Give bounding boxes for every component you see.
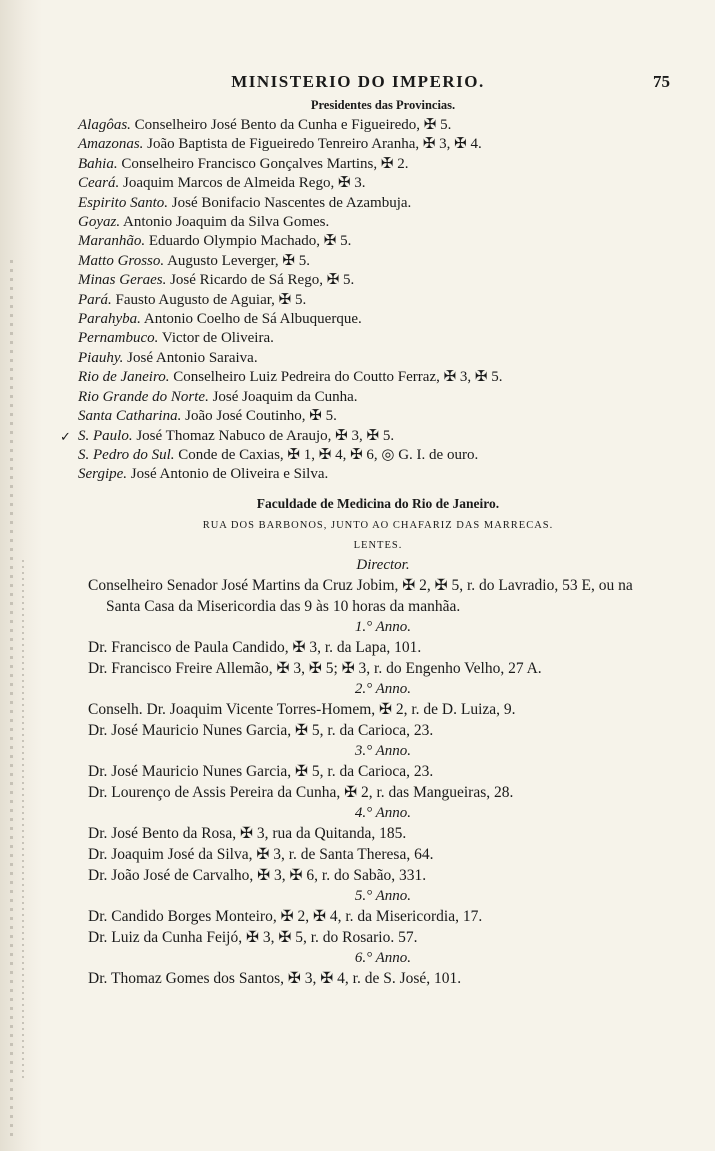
president-name: José Ricardo de Sá Rego, ✠ 5. bbox=[170, 272, 355, 289]
province-name: Minas Geraes. bbox=[78, 272, 167, 289]
president-entry bbox=[78, 194, 658, 213]
province-name: S. Paulo. bbox=[78, 427, 133, 444]
province-name: Amazonas. bbox=[78, 136, 144, 153]
page-number: 75 bbox=[653, 72, 670, 91]
professor-entry: Dr. Thomaz Gomes dos Santos, ✠ 3, ✠ 4, r. de S. José, 101. bbox=[88, 969, 462, 987]
president-entry bbox=[78, 407, 658, 426]
professor-entry: Dr. Joaquim José da Silva, ✠ 3, r. de Santa Theresa, 64. bbox=[88, 845, 434, 863]
presidents-list bbox=[60, 116, 658, 485]
province-name: Bahia. bbox=[78, 155, 118, 172]
province-name: Maranhão. bbox=[78, 233, 146, 250]
province-name: Espirito Santo. bbox=[78, 194, 169, 211]
president-entry bbox=[78, 310, 658, 329]
professor-entry: Dr. Francisco Freire Allemão, ✠ 3, ✠ 5; ✠ 3, r. do Engenho Velho, 27 A. bbox=[88, 659, 542, 677]
professor-entry: Dr. Luiz da Cunha Feijó, ✠ 3, ✠ 5, r. do Rosario. 57. bbox=[88, 928, 418, 946]
faculty-years bbox=[78, 617, 658, 989]
faculty-title: Faculdade de Medicina do Rio de Janeiro. bbox=[256, 495, 500, 511]
margin-mark: ✓ bbox=[60, 428, 71, 444]
province-name: Matto Grosso. bbox=[78, 252, 165, 269]
page-gutter bbox=[0, 0, 42, 1151]
president-entry bbox=[78, 291, 658, 310]
province-name: Piauhy. bbox=[78, 349, 124, 366]
president-entry bbox=[78, 388, 658, 407]
faculty-address: RUA DOS BARBONOS, JUNTO AO CHAFARIZ DAS MARRECAS. bbox=[202, 519, 554, 531]
president-entry bbox=[78, 465, 658, 484]
year-heading: 3.° Anno. bbox=[354, 742, 412, 759]
president-name: Victor de Oliveira. bbox=[161, 330, 274, 347]
province-name: Sergipe. bbox=[78, 466, 128, 483]
president-name: Antonio Coelho de Sá Albuquerque. bbox=[143, 311, 362, 328]
president-entry bbox=[78, 155, 658, 174]
director-heading: Director. bbox=[356, 556, 410, 573]
president-entry bbox=[78, 213, 658, 232]
professor-entry: Dr. José Mauricio Nunes Garcia, ✠ 5, r. da Carioca, 23. bbox=[88, 721, 434, 739]
province-name: Alagôas. bbox=[78, 117, 131, 133]
professor-entry: Dr. João José de Carvalho, ✠ 3, ✠ 6, r. do Sabão, 331. bbox=[88, 866, 427, 884]
president-name: José Bonifacio Nascentes de Azambuja. bbox=[171, 194, 412, 211]
president-name: Eduardo Olympio Machado, ✠ 5. bbox=[148, 233, 352, 250]
professor-entry: Dr. Candido Borges Monteiro, ✠ 2, ✠ 4, r. da Misericordia, 17. bbox=[88, 907, 483, 925]
president-entry bbox=[78, 116, 658, 135]
province-name: Goyaz. bbox=[78, 214, 121, 231]
year-heading: 4.° Anno. bbox=[354, 804, 412, 821]
president-name: João José Coutinho, ✠ 5. bbox=[185, 408, 337, 425]
president-entry bbox=[78, 446, 658, 465]
president-name: José Antonio Saraiva. bbox=[127, 349, 258, 366]
president-entry bbox=[78, 271, 658, 290]
president-entry bbox=[78, 232, 658, 251]
lentes-heading: LENTES. bbox=[353, 539, 403, 551]
president-name: Conselheiro Luiz Pedreira do Coutto Ferraz, ✠ 3, ✠ 5. bbox=[173, 369, 503, 386]
president-entry bbox=[60, 427, 658, 446]
president-name: José Antonio de Oliveira e Silva. bbox=[130, 466, 329, 483]
year-heading: 6.° Anno. bbox=[354, 949, 412, 966]
page-content bbox=[60, 72, 670, 989]
province-name: Ceará. bbox=[78, 175, 120, 192]
president-entry bbox=[78, 135, 658, 154]
presidents-section-title: Presidentes das Provincias. bbox=[310, 98, 456, 112]
professor-entry: Dr. Lourenço de Assis Pereira da Cunha, ✠ 2, r. das Mangueiras, 28. bbox=[88, 783, 514, 801]
province-name: Pernambuco. bbox=[78, 330, 159, 347]
president-entry bbox=[78, 368, 658, 387]
president-name: Conselheiro José Bento da Cunha e Figueiredo, ✠ 5. bbox=[134, 117, 452, 133]
president-name: José Thomaz Nabuco de Araujo, ✠ 3, ✠ 5. bbox=[136, 427, 395, 444]
president-entry bbox=[78, 349, 658, 368]
president-name: João Baptista de Figueiredo Tenreiro Aranha, ✠ 3, ✠ 4. bbox=[147, 136, 482, 153]
professor-entry: Dr. José Bento da Rosa, ✠ 3, rua da Quitanda, 185. bbox=[88, 824, 407, 842]
president-name: Antonio Joaquim da Silva Gomes. bbox=[123, 214, 330, 231]
province-name: S. Pedro do Sul. bbox=[78, 446, 175, 463]
president-name: José Joaquim da Cunha. bbox=[212, 388, 358, 405]
professor-entry: Dr. José Mauricio Nunes Garcia, ✠ 5, r. da Carioca, 23. bbox=[88, 762, 434, 780]
province-name: Parahyba. bbox=[78, 311, 141, 328]
year-heading: 2.° Anno. bbox=[354, 680, 412, 697]
president-name: Fausto Augusto de Aguiar, ✠ 5. bbox=[115, 291, 307, 308]
running-head-title: MINISTERIO DO IMPERIO. bbox=[231, 72, 485, 91]
president-name: Augusto Leverger, ✠ 5. bbox=[167, 252, 310, 269]
president-name: Conselheiro Francisco Gonçalves Martins, ✠ 2. bbox=[121, 155, 409, 172]
province-name: Pará. bbox=[78, 291, 112, 308]
president-entry bbox=[78, 174, 658, 193]
professor-entry: Dr. Francisco de Paula Candido, ✠ 3, r. da Lapa, 101. bbox=[88, 638, 422, 656]
director-entry: Conselheiro Senador José Martins da Cruz Jobim, ✠ 2, ✠ 5, r. do Lavradio, 53 E, ou na Santa Casa da Misericordia das 9 às 10 horas da manhãa. bbox=[88, 576, 633, 615]
province-name: Rio Grande do Norte. bbox=[78, 388, 209, 405]
president-name: Conde de Caxias, ✠ 1, ✠ 4, ✠ 6, ◎ G. I. de ouro. bbox=[178, 446, 479, 463]
president-entry bbox=[78, 329, 658, 348]
professor-entry: Conselh. Dr. Joaquim Vicente Torres-Homem, ✠ 2, r. de D. Luiza, 9. bbox=[88, 700, 516, 718]
president-entry bbox=[78, 252, 658, 271]
year-heading: 1.° Anno. bbox=[354, 618, 412, 635]
province-name: Santa Catharina. bbox=[78, 408, 182, 425]
running-header bbox=[78, 72, 670, 96]
year-heading: 5.° Anno. bbox=[354, 887, 412, 904]
province-name: Rio de Janeiro. bbox=[78, 369, 170, 386]
president-name: Joaquim Marcos de Almeida Rego, ✠ 3. bbox=[123, 175, 366, 192]
